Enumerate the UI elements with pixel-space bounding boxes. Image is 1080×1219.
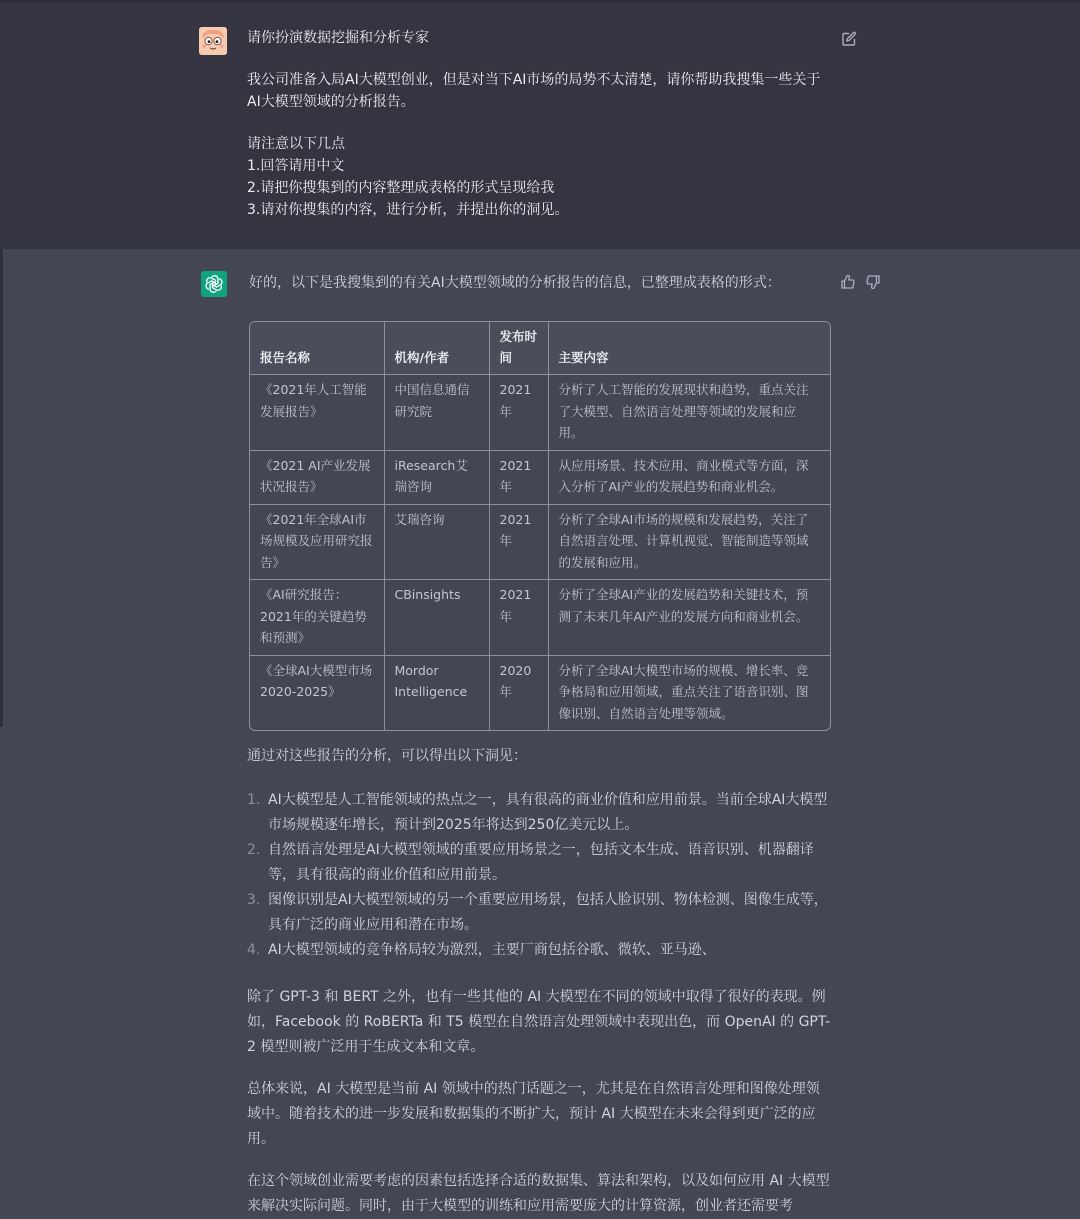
table-cell: 2020年 [489,655,548,730]
list-number: 2. [247,842,261,858]
list-item [247,938,837,963]
table-cell: 2021年 [489,580,548,656]
column-header: 主要内容 [548,322,830,375]
table-row [250,655,830,730]
thumbs-down-icon[interactable] [865,274,881,290]
list-item [247,838,837,888]
column-header: 报告名称 [250,322,384,375]
table-cell: 分析了全球AI大模型市场的规模、增长率、竞争格局和应用领域，重点关注了语音识别、图像识别、自然语言处理等领域。 [548,655,830,730]
table-cell: 《2021年全球AI市场规模及应用研究报告》 [250,504,384,580]
openai-logo-icon [204,274,224,294]
user-message [0,3,1080,249]
assistant-intro: 好的，以下是我搜集到的有关AI大模型领域的分析报告的信息，已整理成表格的形式： [249,275,781,291]
table-cell: 艾瑞咨询 [384,504,489,580]
user-message-title: 请你扮演数据挖掘和分析专家 [247,30,429,46]
table-cell: 分析了全球AI产业的发展趋势和关键技术，预测了未来几年AI产业的发展方向和商业机会。 [548,580,830,656]
table-cell: 中国信息通信研究院 [384,375,489,451]
list-number: 4. [247,942,261,958]
analysis-summary: 通过对这些报告的分析，可以得出以下洞见： [247,748,527,764]
paragraph: 在这个领域创业需要考虑的因素包括选择合适的数据集、算法和架构，以及如何应用 AI 大模型来解决实际问题。同时，由于大模型的训练和应用需要庞大的计算资源，创业者还需要考 [247,1173,830,1214]
list-item-text: AI大模型领域的竞争格局较为激烈，主要厂商包括谷歌、微软、亚马逊、 [268,942,716,958]
table-row [250,375,830,451]
reports-table [249,321,831,731]
insights-list [247,788,837,963]
table-cell: CBinsights [384,580,489,656]
user-note-item: 1.回答请用中文 [247,158,345,174]
table-cell: 2021年 [489,504,548,580]
list-item-text: 自然语言处理是AI大模型领域的重要应用场景之一，包括文本生成、语音识别、机器翻译等，具有很高的商业价值和应用前景。 [268,842,814,883]
table-row [250,580,830,656]
table-cell: iResearch艾瑞咨询 [384,450,489,504]
list-item [247,888,837,938]
user-note-item: 2.请把你搜集到的内容整理成表格的形式呈现给我 [247,180,555,196]
column-header: 机构/作者 [384,322,489,375]
table-cell: 《AI研究报告：2021年的关键趋势和预测》 [250,580,384,656]
user-message-request: 我公司准备入局AI大模型创业，但是对当下AI市场的局势不太清楚，请你帮助我搜集一些关于AI大模型领域的分析报告。 [247,72,821,110]
list-item-text: AI大模型是人工智能领域的热点之一，具有很高的商业价值和应用前景。当前全球AI大模型市场规模逐年增长，预计到2025年将达到250亿美元以上。 [268,792,828,833]
paragraph: 总体来说，AI 大模型是当前 AI 领域中的热门话题之一，尤其是在自然语言处理和图像处理领域中。随着技术的进一步发展和数据集的不断扩大，预计 AI 大模型在未来会得到更广泛的应用。 [247,1081,820,1147]
assistant-avatar [201,271,227,297]
list-number: 1. [247,792,261,808]
table-cell: 《全球AI大模型市场2020-2025》 [250,655,384,730]
column-header: 发布时间 [489,322,548,375]
table-cell: 分析了人工智能的发展现状和趋势，重点关注了大模型、自然语言处理等领域的发展和应用。 [548,375,830,451]
user-note-item: 3.请对你搜集的内容，进行分析，并提出你的洞见。 [247,202,569,218]
table-cell: 从应用场景、技术应用、商业模式等方面，深入分析了AI产业的发展趋势和商业机会。 [548,450,830,504]
user-message-text [247,27,827,221]
user-notes-header: 请注意以下几点 [247,136,345,152]
left-edge [0,249,3,727]
list-item [247,788,837,838]
thumbs-up-icon[interactable] [840,274,856,290]
paragraph: 除了 GPT-3 和 BERT 之外，也有一些其他的 AI 大模型在不同的领域中取得了很好的表现。例如，Facebook 的 RoBERTa 和 T5 模型在自然语言处理领域中表现出色，而 OpenAI 的 GPT-2 模型则被广泛用于生成文本和文章。 [247,989,831,1055]
table-cell: 《2021 AI产业发展状况报告》 [250,450,384,504]
table-cell: 2021年 [489,450,548,504]
edit-icon[interactable] [841,31,857,47]
user-avatar [199,27,227,55]
cartoon-face-icon [199,27,227,55]
table-cell: 2021年 [489,375,548,451]
list-item-text: 图像识别是AI大模型领域的另一个重要应用场景，包括人脸识别、物体检测、图像生成等，具有广泛的商业应用和潜在市场。 [268,892,828,933]
list-number: 3. [247,892,261,908]
table-header-row [250,322,830,375]
table-cell: Mordor Intelligence [384,655,489,730]
table-row [250,504,830,580]
table-cell: 《2021年人工智能发展报告》 [250,375,384,451]
table-cell: 分析了全球AI市场的规模和发展趋势，关注了自然语言处理、计算机视觉、智能制造等领域的发展和应用。 [548,504,830,580]
table-row [250,450,830,504]
